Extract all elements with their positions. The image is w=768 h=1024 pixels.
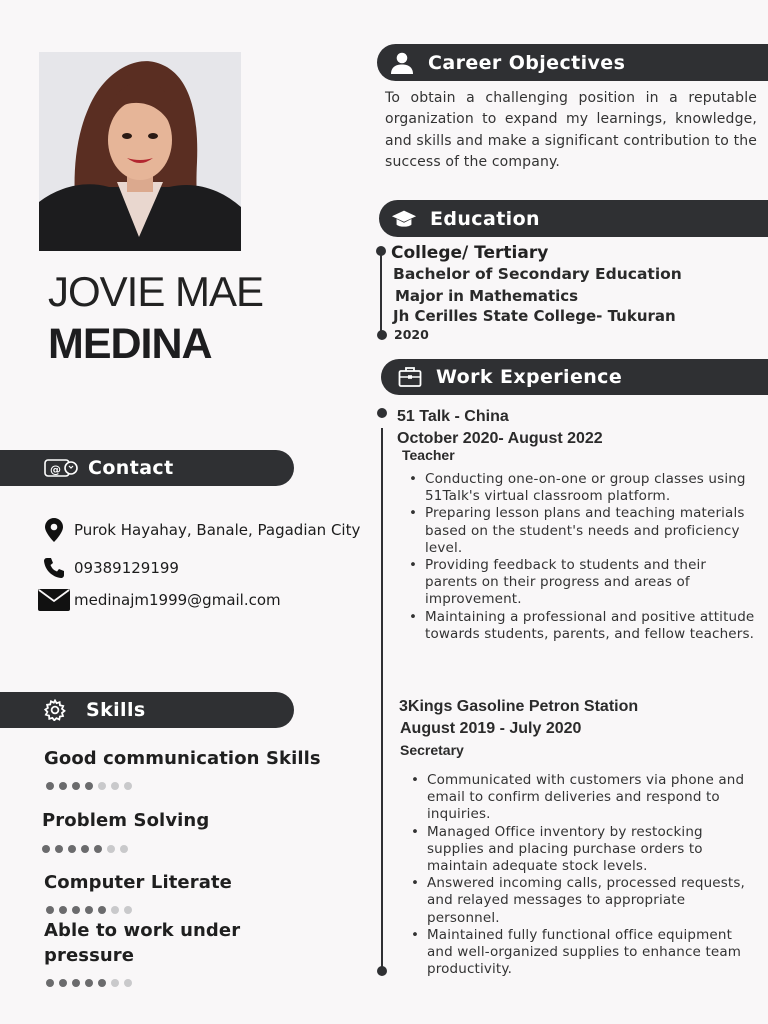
rating-dot-filled	[59, 782, 67, 790]
skills-title: Skills	[86, 699, 146, 721]
skill-rating	[46, 906, 132, 914]
list-item: • Answered incoming calls, processed requests, and relayed messages to appropriate personnel.	[410, 875, 752, 927]
rating-dot-empty	[120, 845, 128, 853]
skill-name: Computer Literate	[44, 872, 232, 893]
contact-title: Contact	[88, 457, 174, 479]
education-major: Major in Mathematics	[395, 287, 579, 305]
rating-dot-filled	[94, 845, 102, 853]
list-item: • Maintaining a professional and positive attitude towards students, parents, and fellow teachers.	[408, 609, 760, 643]
job-company: 3Kings Gasoline Petron Station	[399, 698, 639, 715]
last-name: MEDINA	[48, 320, 212, 368]
education-school: Jh Cerilles State College- Tukuran	[393, 307, 676, 325]
rating-dot-filled	[85, 906, 93, 914]
rating-dot-empty	[111, 979, 119, 987]
phone-icon	[38, 556, 70, 580]
portrait-illustration	[39, 52, 241, 251]
rating-dot-empty	[111, 782, 119, 790]
rating-dot-empty	[111, 906, 119, 914]
user-icon	[389, 52, 415, 74]
rating-dot-empty	[124, 906, 132, 914]
timeline-dot	[376, 246, 386, 256]
rating-dot-filled	[85, 782, 93, 790]
rating-dot-filled	[42, 845, 50, 853]
rating-dot-filled	[72, 979, 80, 987]
timeline-dot	[377, 408, 387, 418]
job-dates: October 2020- August 2022	[397, 430, 603, 447]
envelope-icon	[38, 589, 70, 611]
education-timeline-line	[380, 252, 382, 334]
skill-rating	[42, 845, 128, 853]
rating-dot-empty	[124, 979, 132, 987]
career-objectives-header	[377, 44, 768, 81]
rating-dot-filled	[98, 906, 106, 914]
rating-dot-filled	[59, 979, 67, 987]
rating-dot-empty	[98, 782, 106, 790]
education-level: College/ Tertiary	[391, 243, 549, 263]
work-experience-title: Work Experience	[436, 366, 623, 388]
skill-name: Able to work under pressure	[44, 920, 241, 966]
list-item: • Conducting one-on-one or group classes using 51Talk's virtual classroom platform.	[408, 471, 760, 505]
job-role: Teacher	[402, 447, 455, 463]
career-objective-text: To obtain a challenging position in a reputable organization to expand my learnings, knowledge, and skills and make a significant contribution to the success of the company.	[385, 90, 757, 170]
first-name: JOVIE MAE	[48, 268, 264, 315]
rating-dot-filled	[46, 782, 54, 790]
map-pin-icon	[38, 518, 70, 542]
email-row	[38, 589, 281, 611]
contact-header	[0, 450, 294, 486]
rating-dot-filled	[68, 845, 76, 853]
list-item: • Communicated with customers via phone and email to confirm deliveries and respond to inquiries.	[410, 772, 752, 824]
timeline-dot	[377, 966, 387, 976]
contact-card-icon	[44, 457, 78, 479]
list-item: • Managed Office inventory by restocking supplies and placing purchase orders to maintain adequate stock levels.	[410, 824, 752, 876]
list-item: • Providing feedback to students and their parents on their progress and areas of improvement.	[408, 557, 760, 609]
rating-dot-filled	[55, 845, 63, 853]
skill-rating	[46, 782, 132, 790]
rating-dot-filled	[81, 845, 89, 853]
rating-dot-filled	[46, 906, 54, 914]
profile-photo	[39, 52, 241, 251]
skills-header	[0, 692, 294, 728]
rating-dot-filled	[59, 906, 67, 914]
rating-dot-empty	[107, 845, 115, 853]
job-role: Secretary	[400, 742, 464, 758]
rating-dot-filled	[72, 782, 80, 790]
education-year: 2020	[394, 327, 429, 342]
email-text[interactable]: medinajm1999@gmail.com	[74, 591, 281, 609]
career-objectives-title: Career Objectives	[428, 51, 626, 74]
address-text: Purok Hayahay, Banale, Pagadian City	[74, 521, 361, 539]
rating-dot-empty	[124, 782, 132, 790]
list-item: • Preparing lesson plans and teaching materials based on the student's needs and proficiency level.	[408, 505, 760, 557]
rating-dot-filled	[85, 979, 93, 987]
briefcase-icon	[397, 366, 423, 388]
skill-name: Problem Solving	[42, 810, 210, 831]
svg-text:@: @	[50, 463, 62, 476]
job-dates: August 2019 - July 2020	[400, 720, 582, 737]
work-timeline-line	[381, 428, 383, 968]
skill-name: Good communication Skills	[44, 748, 321, 769]
list-item: • Maintained fully functional office equipment and well-organized supplies to enhance team productivity.	[410, 927, 752, 979]
gear-icon	[44, 699, 66, 721]
phone-row	[38, 556, 179, 580]
timeline-dot	[377, 330, 387, 340]
graduation-cap-icon	[391, 208, 417, 230]
education-degree: Bachelor of Secondary Education	[393, 265, 682, 283]
education-header	[379, 200, 768, 237]
address-row	[38, 518, 360, 542]
job-duties-list	[410, 772, 752, 978]
rating-dot-filled	[98, 979, 106, 987]
rating-dot-filled	[72, 906, 80, 914]
job-duties-list	[408, 471, 760, 643]
skill-rating	[46, 979, 132, 987]
job-company: 51 Talk - China	[397, 408, 509, 425]
phone-text[interactable]: 09389129199	[74, 559, 179, 577]
rating-dot-filled	[46, 979, 54, 987]
work-experience-header	[381, 359, 768, 395]
education-title: Education	[430, 207, 540, 230]
